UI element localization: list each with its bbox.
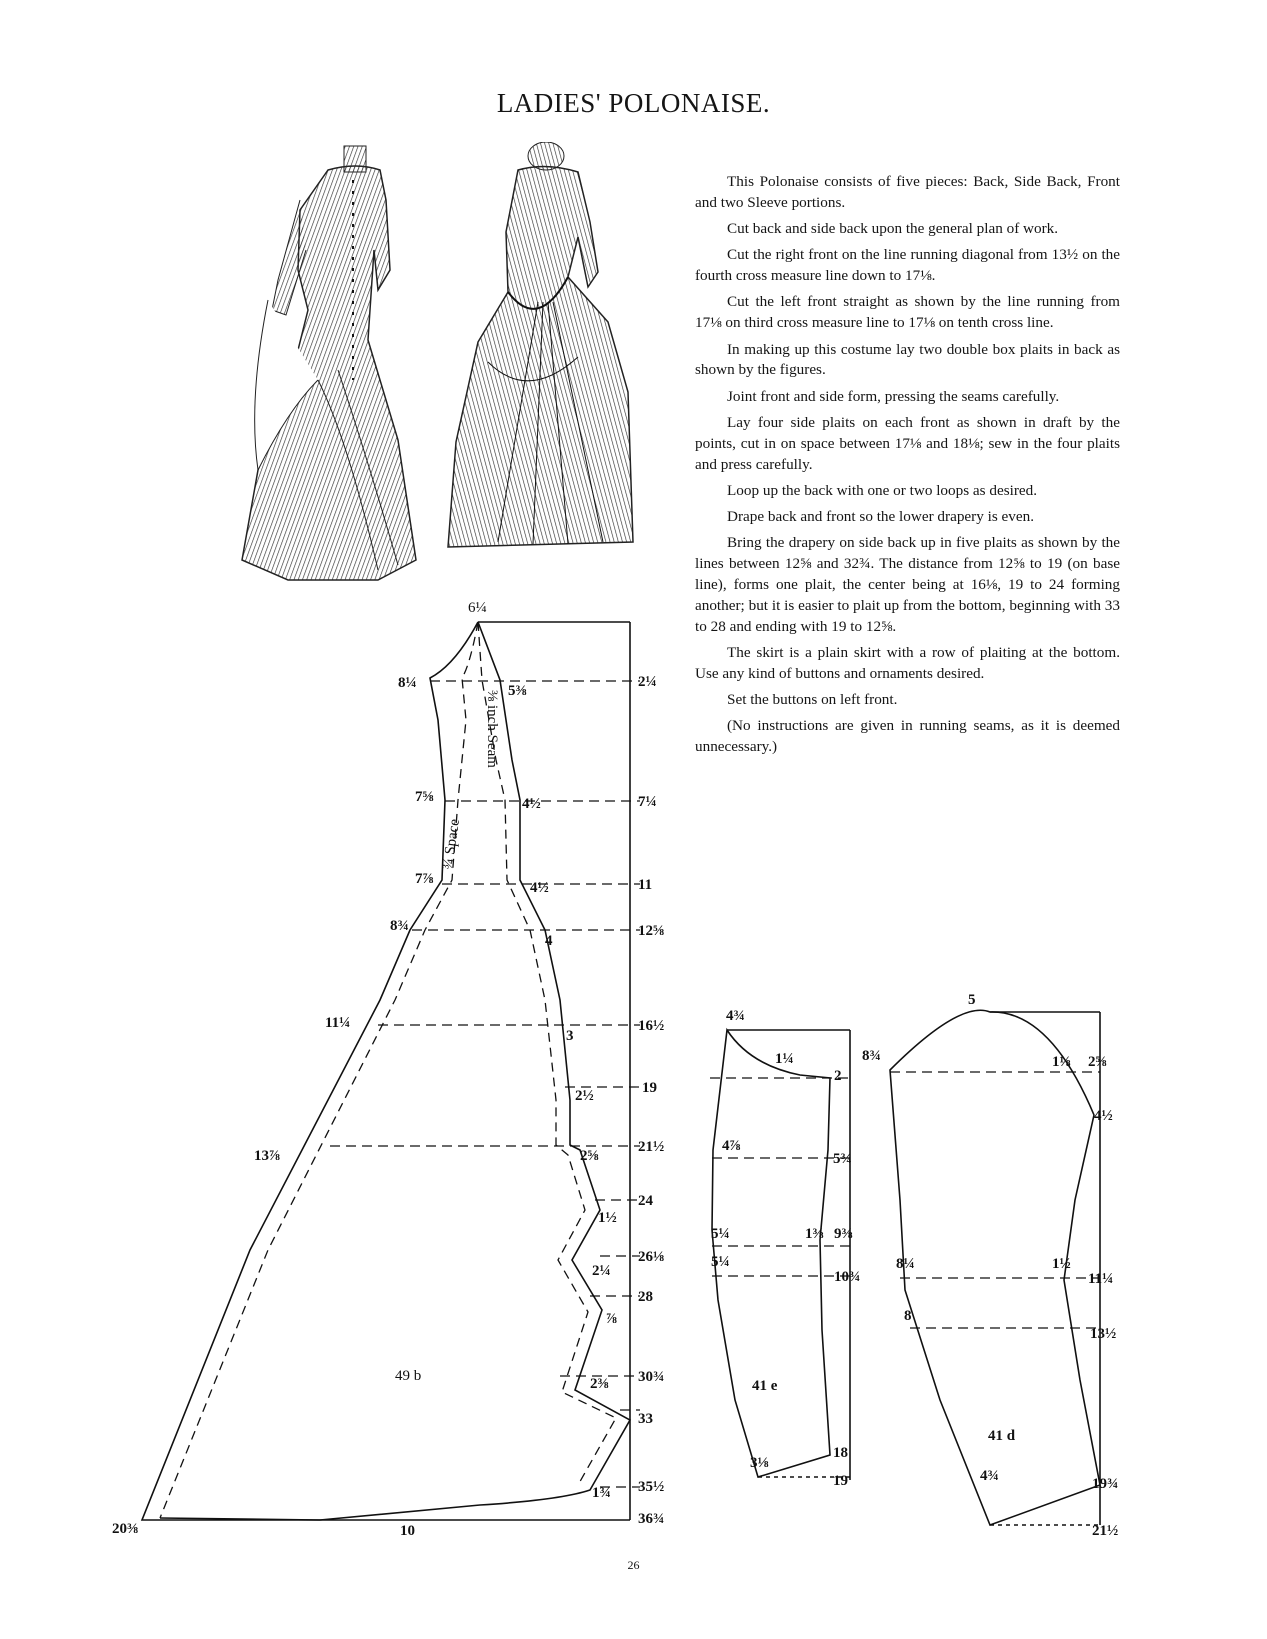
- instruction-paragraph: The skirt is a plain skirt with a row of plaiting at the bottom. Use any kind of buttons and ornaments desired.: [695, 643, 1120, 682]
- pattern-41e-label: 9⅜: [834, 1226, 853, 1242]
- pattern-49b-inner-label: 3: [566, 1028, 574, 1044]
- instruction-paragraph: Set the buttons on left front.: [727, 691, 898, 709]
- pattern-41d-piece-label: 41 d: [988, 1428, 1016, 1444]
- pattern-49b-inner-label: ⅞: [606, 1311, 618, 1327]
- pattern-49b-left-label: 8¼: [398, 675, 417, 691]
- instruction-paragraph: (No instructions are given in running seams, as it is deemed unnecessary.): [695, 717, 1120, 756]
- pattern-41e-label: 1¼: [775, 1051, 794, 1067]
- pattern-49b-right-label: 2¼: [638, 674, 657, 690]
- pattern-41e-label: 10¾: [834, 1269, 861, 1285]
- pattern-49b-inner-label: 5⅜: [508, 683, 527, 699]
- pattern-49b-right-label: 30¾: [638, 1369, 665, 1385]
- pattern-41d-label: 8¼: [896, 1256, 915, 1272]
- pattern-49b-left-label: 13⅞: [254, 1148, 281, 1164]
- pattern-41e-outline: [712, 1030, 850, 1480]
- pattern-49b-inner-label: 1¾: [592, 1485, 611, 1501]
- instruction-paragraph: Loop up the back with one or two loops as desired.: [727, 481, 1038, 499]
- pattern-41d-label: 2⅝: [1088, 1054, 1107, 1070]
- pattern-41e-label: 2: [834, 1068, 842, 1084]
- pattern-49b-right-label: 36¾: [638, 1511, 665, 1527]
- pattern-41d-label: 1⅛: [1052, 1054, 1071, 1070]
- pattern-49b-space-label: ¾ Space: [440, 817, 464, 871]
- pattern-49b-bottom-label: 10: [400, 1523, 415, 1539]
- page-title: LADIES' POLONAISE.: [496, 88, 771, 118]
- pattern-49b-right-label: 21½: [638, 1139, 665, 1155]
- pattern-49b-left-label: 8¾: [390, 918, 409, 934]
- pattern-41d-cross-lines: [890, 1072, 1100, 1328]
- pattern-41d-label: 4½: [1094, 1108, 1113, 1124]
- pattern-49b-right-label: 11: [638, 877, 653, 893]
- pattern-41e-label: 5¼: [711, 1254, 730, 1270]
- pattern-41d-label: 8: [904, 1308, 912, 1324]
- pattern-49b-left-label: 7⅝: [415, 789, 434, 805]
- instruction-paragraph: Joint front and side form, pressing the seams carefully.: [727, 387, 1060, 405]
- page-number: 26: [627, 1558, 640, 1572]
- pattern-41d-label: 21½: [1092, 1523, 1119, 1539]
- pattern-41e-label: 1⅜: [805, 1226, 824, 1242]
- pattern-41e-piece-label: 41 e: [752, 1378, 778, 1394]
- pattern-49b-left-label: 7⅞: [415, 871, 434, 887]
- pattern-49b-right-label: 16½: [638, 1018, 665, 1034]
- pattern-41d-label: 5: [968, 992, 976, 1008]
- pattern-49b-right-label: 7¼: [638, 794, 657, 810]
- pattern-49b-inner-label: 4½: [522, 796, 541, 812]
- pattern-41e-label: 19: [833, 1473, 848, 1489]
- pattern-41e-label: 3⅛: [750, 1455, 769, 1471]
- pattern-41e-label: 18: [833, 1445, 848, 1461]
- pattern-41d-label: 4¾: [980, 1468, 999, 1484]
- pattern-49b-piece-label: 49 b: [395, 1368, 422, 1384]
- pattern-41e-label: 5¼: [711, 1226, 730, 1242]
- pattern-49b-left-label: 11¼: [325, 1015, 351, 1031]
- pattern-41e-label: 5¾: [833, 1151, 852, 1167]
- pattern-49b-inner-label: 2⅜: [590, 1376, 609, 1392]
- pattern-49b-right-label: 26⅛: [638, 1249, 665, 1265]
- pattern-49b-right-label: 33: [638, 1411, 653, 1427]
- pattern-49b-right-label: 24: [638, 1193, 653, 1209]
- pattern-49b-left-label: 20⅜: [112, 1521, 139, 1537]
- instruction-paragraph: In making up this costume lay two double box plaits in back as shown by the figures.: [695, 340, 1120, 379]
- pattern-49b-cross-lines: [330, 681, 640, 1487]
- instruction-paragraph: Bring the drapery on side back up in five plaits as shown by the lines between 12⅝ and 32¾. The distance from 12⅝ to 19 (on base line), forms one plait, the center being at 16⅛, 19 to 24 forming another; but it is easier to plait up from the bottom, beginning with 33 to 28 and ending with 19 to 12⅝.: [695, 534, 1120, 635]
- pattern-49b-right-label: 19: [642, 1080, 657, 1096]
- pattern-41d-label: 19¾: [1092, 1476, 1119, 1492]
- pattern-49b-inner-label: 1½: [598, 1210, 617, 1226]
- pattern-41e-label: 4⅞: [722, 1138, 741, 1154]
- pattern-41d-label: 13½: [1090, 1326, 1117, 1342]
- pattern-41d-label: 1½: [1052, 1256, 1071, 1272]
- pattern-49b-inner-label: 4½: [530, 880, 549, 896]
- pattern-49b-right-label: 35½: [638, 1479, 665, 1495]
- pattern-41d-label: 8¾: [862, 1048, 881, 1064]
- pattern-49b-seam-label: ⅜ inch Seam: [484, 690, 500, 768]
- pattern-49b-inner-label: 2½: [575, 1088, 594, 1104]
- pattern-49b-top-label: 6¼: [468, 600, 487, 616]
- pattern-49b-right-label: 12⅝: [638, 923, 665, 939]
- pattern-49b-inner-label: 2¼: [592, 1263, 611, 1279]
- instruction-paragraph: Drape back and front so the lower drapery is even.: [727, 508, 1035, 526]
- pattern-41d-label: 11¼: [1088, 1271, 1114, 1287]
- pattern-41e-label: 4¾: [726, 1008, 745, 1024]
- instruction-paragraph: Cut the right front on the line running diagonal from 13½ on the fourth cross measure line down to 17⅛.: [695, 246, 1120, 285]
- pattern-49b-outline: [142, 622, 630, 1520]
- pattern-49b-inner-label: 2⅝: [580, 1148, 599, 1164]
- pattern-49b-right-label: 28: [638, 1289, 653, 1305]
- instruction-paragraph: This Polonaise consists of five pieces: Back, Side Back, Front and two Sleeve portions.: [695, 173, 1120, 211]
- instruction-paragraph: Cut back and side back upon the general plan of work.: [727, 220, 1059, 238]
- instruction-paragraph: Lay four side plaits on each front as shown in draft by the points, cut in on space between 17⅛ and 18⅛; sew in the four plaits and press carefully.: [695, 413, 1120, 473]
- instruction-paragraph: Cut the left front straight as shown by the line running from 17⅛ on third cross measure line to 17⅛ on tenth cross line.: [695, 293, 1120, 332]
- pattern-49b-inner-label: 4: [545, 933, 553, 949]
